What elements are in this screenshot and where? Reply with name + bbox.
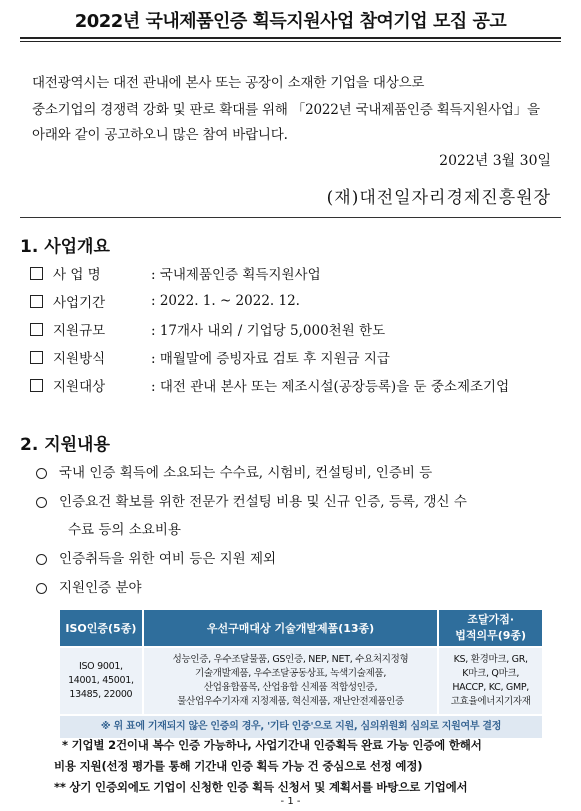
table-header-priority: 우선구매대상 기술개발제품(13종)	[143, 609, 439, 647]
cell-line: 성능인증, 우수조달물품, GS인증, NEP, NET, 수요처지정형	[172, 654, 409, 665]
overview-label: 지원규모	[53, 323, 106, 339]
overview-label: 지원방식	[53, 351, 106, 367]
section1-heading: 1. 사업개요	[20, 237, 110, 257]
announcement-date: 2022년 3월 30일	[439, 153, 551, 169]
overview-item	[30, 347, 390, 367]
document-title: 2022년 국내제품인증 획득지원사업 참여기업 모집 공고	[74, 11, 507, 32]
intro-line-3: 아래와 같이 공고하오니 많은 참여 바랍니다.	[32, 127, 288, 143]
circle-bullet-icon	[36, 468, 47, 479]
bullet-text: 인증요건 확보를 위한 전문가 컨설팅 비용 및 신규 인증, 등록, 갱신 수	[59, 494, 467, 510]
cell-line: K마크, Q마크,	[462, 668, 520, 679]
title-rule-bottom	[20, 41, 561, 42]
circle-bullet-icon	[36, 583, 47, 594]
overview-value: : 국내제품인증 획득지원사업	[151, 267, 321, 283]
title-rule-top	[20, 37, 561, 39]
support-bullet	[36, 490, 467, 510]
bullet-text: 지원인증 분야	[59, 580, 142, 596]
footnote-line-1: * 기업별 2건이내 복수 인증 가능하나, 사업기간내 인증획득 완료 가능 인증에 한해서	[62, 738, 482, 752]
overview-item	[30, 263, 321, 283]
section2-heading: 2. 지원내용	[20, 435, 110, 455]
overview-value: : 2022. 1. ~ 2022. 12.	[151, 293, 300, 309]
circle-bullet-icon	[36, 497, 47, 508]
checkbox-icon	[30, 379, 43, 392]
checkbox-icon	[30, 295, 43, 308]
bullet-text: 인증취득을 위한 여비 등은 지원 제외	[59, 551, 277, 567]
table-header-iso: ISO인증(5종)	[59, 609, 143, 647]
table-header-procurement: 조달가점· 법적의무(9종)	[438, 609, 543, 647]
checkbox-icon	[30, 267, 43, 280]
cell-line: 산업융합품목, 산업융합 신제품 적합성인증,	[203, 682, 378, 693]
intro-line-1: 대전광역시는 대전 관내에 본사 또는 공장이 소재한 기업을 대상으로	[32, 75, 425, 91]
circle-bullet-icon	[36, 554, 47, 565]
cell-line: KS, 환경마크, GR,	[453, 654, 528, 665]
page-number: - 1 -	[280, 796, 301, 807]
overview-label: 지원대상	[53, 379, 106, 395]
overview-item	[30, 319, 385, 339]
support-bullet	[36, 547, 276, 567]
issuing-organization: (재)대전일자리경제진흥원장	[326, 188, 551, 208]
intro-line-2: 중소기업의 경쟁력 강화 및 판로 확대를 위해 「2022년 국내제품인증 획득지원사업」을	[32, 102, 540, 118]
footnote-line-2: 비용 지원(선정 평가를 통해 기간내 인증 획득 가능 건 중심으로 선정 예정)	[54, 759, 423, 773]
table-cell-priority	[143, 647, 439, 715]
overview-label: 사 업 명	[53, 267, 101, 283]
cell-line: HACCP, KC, GMP,	[452, 682, 530, 693]
overview-item	[30, 291, 300, 311]
checkbox-icon	[30, 323, 43, 336]
table-note: ※ 위 표에 기재되지 않은 인증의 경우, '기타 인증'으로 지원, 심의위원회 심의로 지원여부 결정	[59, 715, 543, 738]
cell-line: 14001, 45001,	[68, 675, 134, 686]
table-cell-procurement	[438, 647, 543, 715]
header-divider	[20, 217, 561, 218]
bullet-text: 국내 인증 획득에 소요되는 수수료, 시험비, 컨설팅비, 인증비 등	[59, 465, 433, 481]
overview-value: : 대전 관내 본사 또는 제조시설(공장등록)을 둔 중소제조기업	[151, 379, 510, 395]
overview-value: : 매월말에 증빙자료 검토 후 지원금 지급	[151, 351, 390, 367]
footnote-line-3: ** 상기 인증외에도 기업이 신청한 인증 획득 신청서 및 계획서를 바탕으로 기업에서	[54, 780, 468, 794]
certification-table	[58, 608, 544, 738]
overview-label: 사업기간	[53, 295, 106, 311]
cell-line: 고효율에너지기자재	[450, 696, 531, 707]
support-bullet	[36, 576, 142, 596]
table-cell-iso	[59, 647, 143, 715]
checkbox-icon	[30, 351, 43, 364]
cell-line: 기술개발제품, 우수조달공동상표, 녹색기술제품,	[194, 668, 387, 679]
cell-line: ISO 9001,	[78, 661, 123, 672]
support-bullet	[36, 461, 432, 481]
cell-line: 물산업우수기자재 지정제품, 혁신제품, 재난안전제품인증	[177, 696, 404, 707]
cell-line: 13485, 22000	[69, 689, 133, 700]
overview-item	[30, 375, 509, 395]
bullet-continuation: 수료 등의 소요비용	[68, 522, 181, 538]
overview-value: : 17개사 내외 / 기업당 5,000천원 한도	[151, 323, 386, 339]
